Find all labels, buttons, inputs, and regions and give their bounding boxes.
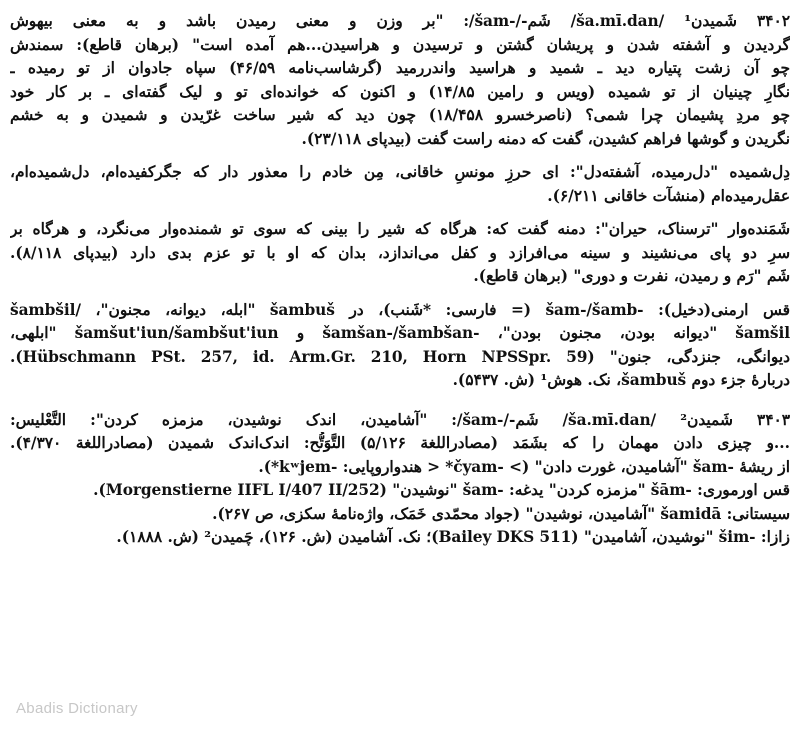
etymology-armenian [10, 299, 790, 393]
entry-3402 [10, 10, 790, 151]
spacer [10, 151, 790, 161]
text-line: قس ارمنی(دخیل): -šam-/šamb (= فارسی: *شَنب)، در šambuš "ابله، دیوانه، مجنون"، /šambšil [10, 300, 790, 319]
text-line: چو آن زشت پتیاره دید ـ شمید و هراسید واندررمید (گرشاسب‌نامه ۴۶/۵۹) سپاه جادوان از تو رمیده ـ [10, 59, 790, 77]
text-line: نگریدن و گوشها فراهم کشیدن، گفت که دمنه راست گفت (بیدپای ۲۳/۱۱۸). [301, 129, 790, 148]
text-line: عقل‌رمیده‌ام (منشآت خاقانی ۶/۲۱۱). [547, 186, 790, 205]
text-line: چو مردِ پشیمان چرا شمی؟ (ناصرخسرو ۱۸/۴۵۸) چون دید که شیر ساخت غرّیدن و شمیدن و به خشم [10, 106, 790, 124]
text-line: دیوانگی، جنزدگی، جنون" (Hübschmann PSt. 257, id. Arm.Gr. 210, Horn NPSSpr. 59). [10, 347, 790, 366]
text-line: دِل‌شمیده "دل‌رمیده، آشفته‌دل": ای حرزِ مونسِ خاقانی، مِن خادم را معذور دار که جگرکفیده‌ام، دل‌شمیده‌ام، [10, 163, 790, 181]
subentry-shamandevar [10, 218, 790, 289]
text-line: ۳۴۰۲ شَمیدن¹ /ša.mī.dan/ شَم-/-šam/: "بر وزن و معنی رمیدن باشد و به معنی بیهوش [10, 12, 790, 30]
spacer [10, 208, 790, 218]
text-line: ۳۴۰۳ شَمیدن² /ša.mī.dan/ شَم-/-šam/: "آشامیدن، اندک نوشیدن، مزمزه کردن": التَّعْلیس: [10, 410, 790, 429]
text-line: شَم "رَم و رمیدن، نفرت و دوری" (برهان قاطع). [473, 267, 790, 285]
text-line: دربارهٔ جزء دوم šambuš، نک. هوش¹ (ش. ۵۴۳۷). [452, 371, 790, 389]
watermark: Abadis Dictionary [16, 700, 138, 717]
text-line: شَمَنده‌وار "ترسناک، حیران": دمنه گفت که: هرگاه که شیر را بینی که سوی تو شمنده‌وار می‌نگرد، و هرگاه بر [10, 220, 790, 238]
entry-3403 [10, 409, 790, 550]
text-line: سیستانی: šamidā "آشامیدن، نوشیدن" (جواد محمّدی خَمَک، واژه‌نامهٔ سکزی، ص ۲۶۷). [212, 504, 790, 523]
text-line: سرِ دو پای می‌نشیند و سینه می‌افرازد و کفل می‌اندازد، بدان که او با تو عزم بدی دارد (بیدپای ۸/۱۱۸). [10, 243, 790, 262]
text-line: نگارِ چینیان از تو شمیده (ویس و رامین ۱۴/۸۵) و اکنون که خوانده‌ای تو و لیک گفته‌ای ـ بر کار خود [10, 82, 790, 101]
subentry-del-shamide [10, 161, 790, 208]
spacer [10, 393, 790, 409]
spacer [10, 289, 790, 299]
text-line: گردیدن و آشفته شدن و پریشان گشتن و ترسیدن و هراسیدن...هم آمده است" (برهان قاطع): سمندش [10, 35, 790, 54]
text-line: šamšil "دیوانه بودن، مجنون بودن"، -šamšan-/šambšan و šamšut'iun/šambšut'iun "ابلهی، [10, 324, 790, 342]
text-line: از ریشهٔ -šam "آشامیدن، غورت دادن" (> -čyam* < هندواروپایی: -kʷjem*). [258, 457, 790, 476]
text-line: زازا: -šim "نوشیدن، آشامیدن" (Bailey DKS 511)؛ نک. آشامیدن (ش. ۱۲۶)، چَمیدن² (ش. ۱۸۸۸). [116, 528, 790, 546]
text-line: ...و چیزی دادن مهمان را که بشَمَد (مصادراللغة ۵/۱۲۶) التَّوَتُّح: اندک‌اندک شمیدن (مصادراللغة ۴/۳۷۰). [10, 434, 790, 452]
text-line: قس اورموری: -šām "مزمزه کردن" یدغه: -šam "نوشیدن" (Morgenstierne IIFL I/407 II/252). [93, 481, 790, 499]
